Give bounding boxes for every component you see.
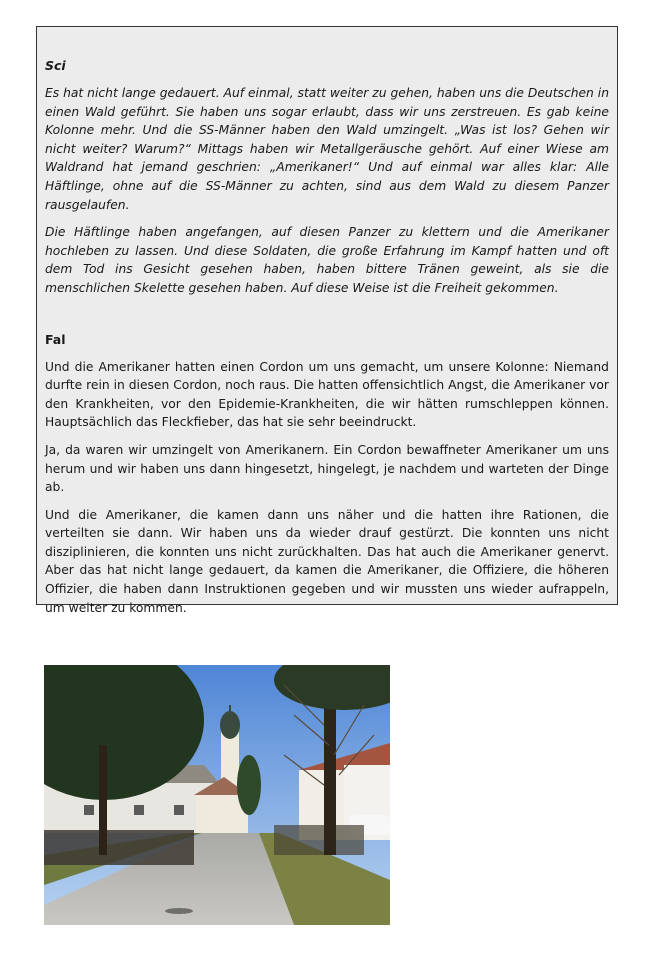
tower-spire (229, 705, 231, 715)
village-street-photo (44, 665, 390, 925)
tree-middle (237, 755, 261, 815)
speaker-label: Sci (45, 58, 66, 73)
section-spacer (45, 307, 609, 331)
section-fal (45, 331, 609, 618)
paragraph: Die Häftlinge haben angefangen, auf diesen Panzer zu klettern und die Amerikaner hochleben zu lassen. Und diese Soldaten, die große Erfahrung im Kampf hatten und oft dem Tod ins Gesicht gesehen haben, haben bittere Tränen geweint, als sie die menschlichen Skelette gesehen haben. Auf diese Weise ist die Freiheit gekommen. (45, 225, 609, 295)
paragraph: Es hat nicht lange gedauert. Auf einmal, statt weiter zu gehen, haben uns die Deutschen in einen Wald geführt. Sie haben uns sogar erlaubt, dass wir uns zerstreuen. Es gab keine Kolonne mehr. Und die SS-Männer haben den Wald umzingelt. „Was ist los? Gehen wir nicht weiter? Warum?“ Mittags haben wir Metallgeräusche gehört. Auf einer Wiese am Waldrand hat jemand geschrien: „Amerikaner!“ Und auf einmal war alles klar: Alle Häftlinge, ohne auf die SS-Männer zu achten, sind aus dem Wald zu diesem Panzer rausgelaufen. (45, 86, 609, 212)
speaker-label: Fal (45, 331, 66, 347)
fence-left (44, 830, 194, 865)
paragraph: Und die Amerikaner, die kamen dann uns näher und die hatten ihre Rationen, die verteilten sie dann. Wir haben uns da wieder drauf gestürzt. Die konnten uns nicht disziplinieren, die konnten uns nicht zurückhalten. Das hat auch die Amerikaner genervt. Aber das hat nicht lange gedauert, da kamen die Amerikaner, die Offiziere, die höheren Offizier, die haben dann Instruktionen gegeben und wir mussten uns wieder aufrappeln, um weiter zu kommen. (45, 507, 609, 615)
window (174, 805, 184, 815)
window (134, 805, 144, 815)
manhole (165, 908, 193, 914)
tower-dome (220, 711, 240, 739)
section-sci (45, 57, 609, 298)
testimony-box (36, 26, 618, 615)
paragraph: Ja, da waren wir umzingelt von Amerikanern. Ein Cordon bewaffneter Amerikaner um uns herum und wir haben uns dann hingesetzt, hingelegt, je nachdem und warteten der Dinge ab. (45, 442, 609, 495)
paragraph: Und die Amerikaner hatten einen Cordon um uns gemacht, um unsere Kolonne: Niemand durfte rein in diesen Cordon, noch raus. Die hatten offensichtlich Angst, die Amerikaner vor den Krankheiten, vor den Epidemie-Krankheiten, die wir hätten rumschleppen können. Hauptsächlich das Fleckfieber, das hat sie sehr beeindruckt. (45, 359, 609, 430)
fence-right (274, 825, 364, 855)
window (84, 805, 94, 815)
tree-trunk-left (99, 745, 107, 855)
